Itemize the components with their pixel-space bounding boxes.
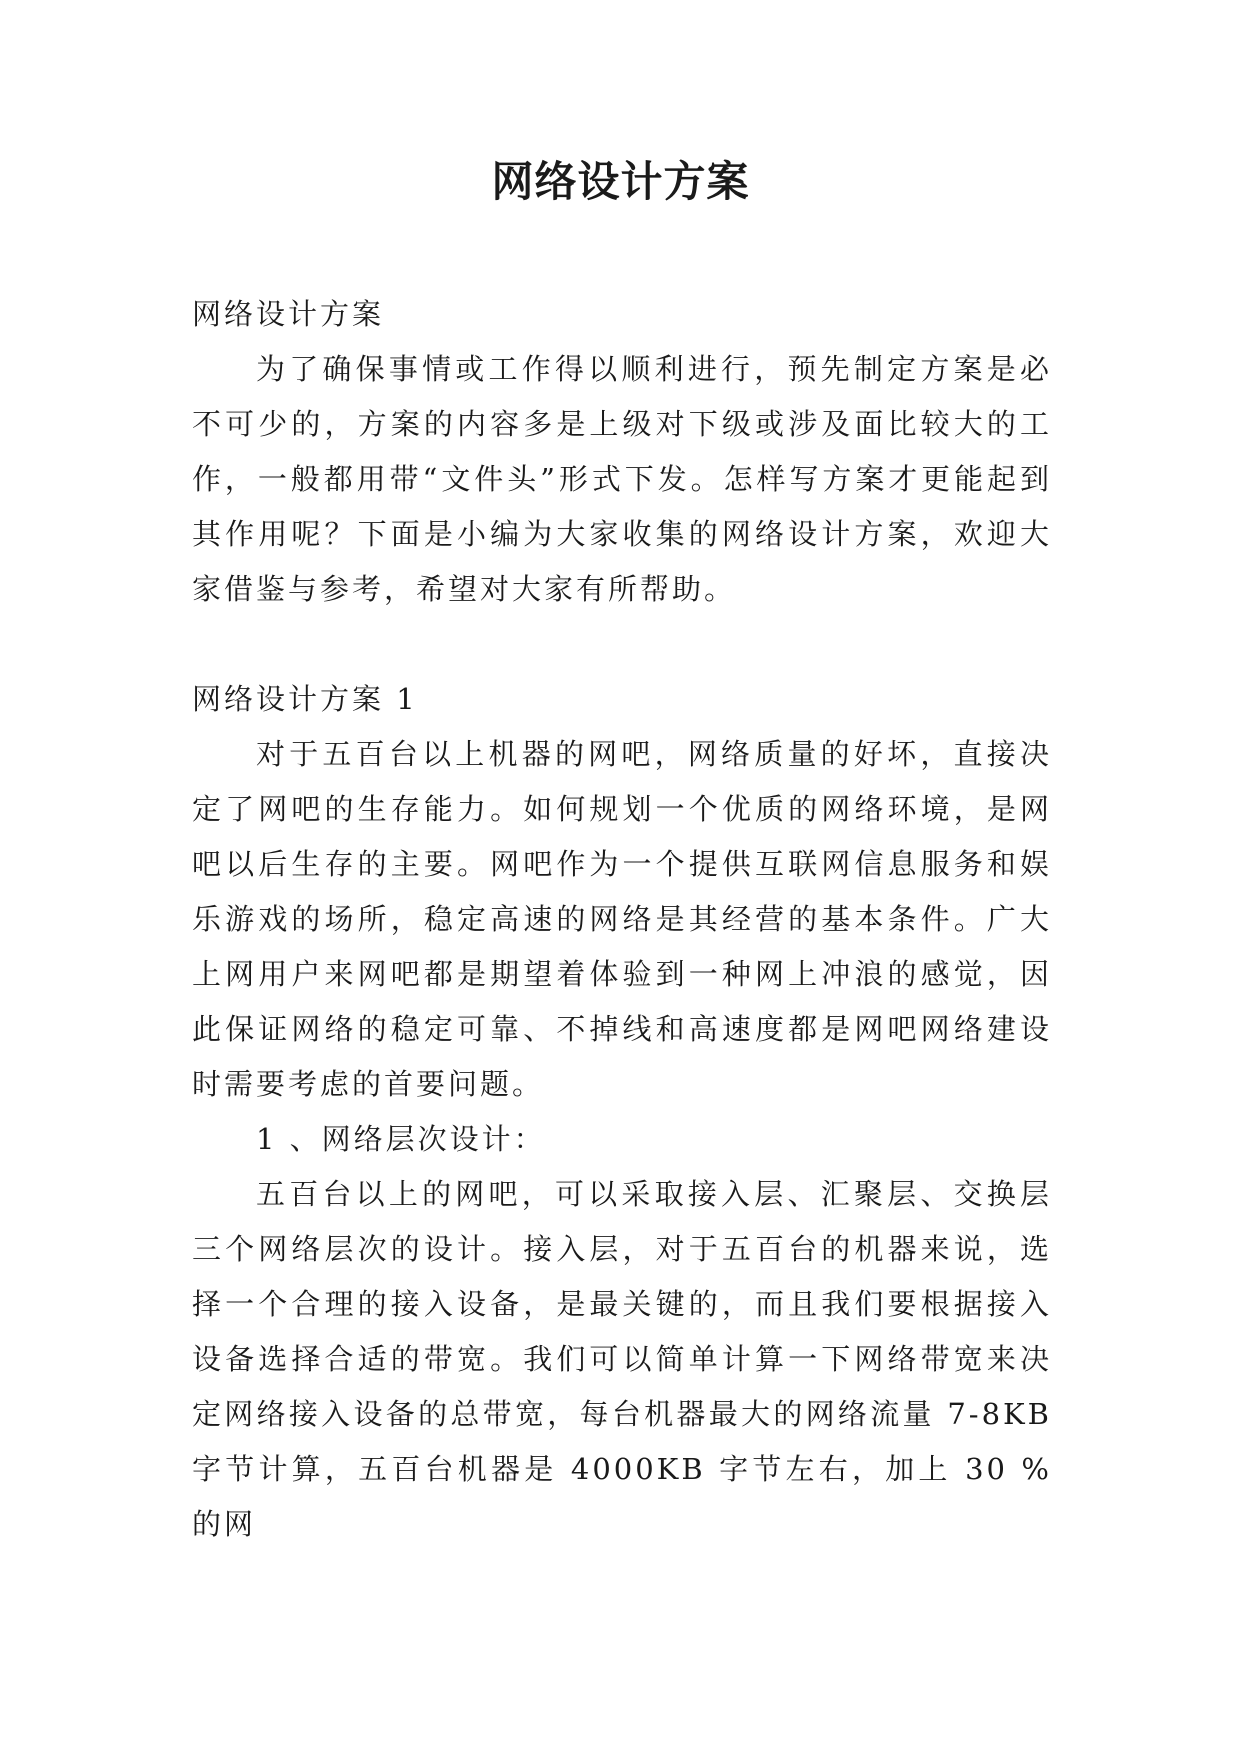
section1-heading: 网络设计方案 1 [192, 682, 418, 716]
paragraph-spacer [192, 617, 1052, 672]
document-body [192, 287, 1052, 1552]
document-title: 网络设计方案 [491, 157, 750, 206]
subsection1-heading: 1 、网络层次设计： [256, 1122, 546, 1156]
subsection1-paragraph: 五百台以上的网吧，可以采取接入层、汇聚层、交换层三个网络层次的设计。接入层，对于五百台的机器来说，选择一个合理的接入设备，是最关键的，而且我们要根据接入设备选择合适的带宽。我们可以简单计算一下网络带宽来决定网络接入设备的总带宽，每台机器最大的网络流量 7-8KB 字节计算，五百台机器是 4000KB 字节左右，加上 30 %的网 [192, 1177, 1052, 1541]
intro-heading: 网络设计方案 [192, 297, 385, 331]
section1-paragraph1: 对于五百台以上机器的网吧，网络质量的好坏，直接决定了网吧的生存能力。如何规划一个优质的网络环境，是网吧以后生存的主要。网吧作为一个提供互联网信息服务和娱乐游戏的场所，稳定高速的网络是其经营的基本条件。广大上网用户来网吧都是期望着体验到一种网上冲浪的感觉，因此保证网络的稳定可靠、不掉线和高速度都是网吧网络建设时需要考虑的首要问题。 [192, 737, 1052, 1101]
intro-paragraph: 为了确保事情或工作得以顺利进行，预先制定方案是必不可少的，方案的内容多是上级对下级或涉及面比较大的工作，一般都用带“文件头”形式下发。怎样写方案才更能起到其作用呢？下面是小编为大家收集的网络设计方案，欢迎大家借鉴与参考，希望对大家有所帮助。 [192, 352, 1052, 606]
